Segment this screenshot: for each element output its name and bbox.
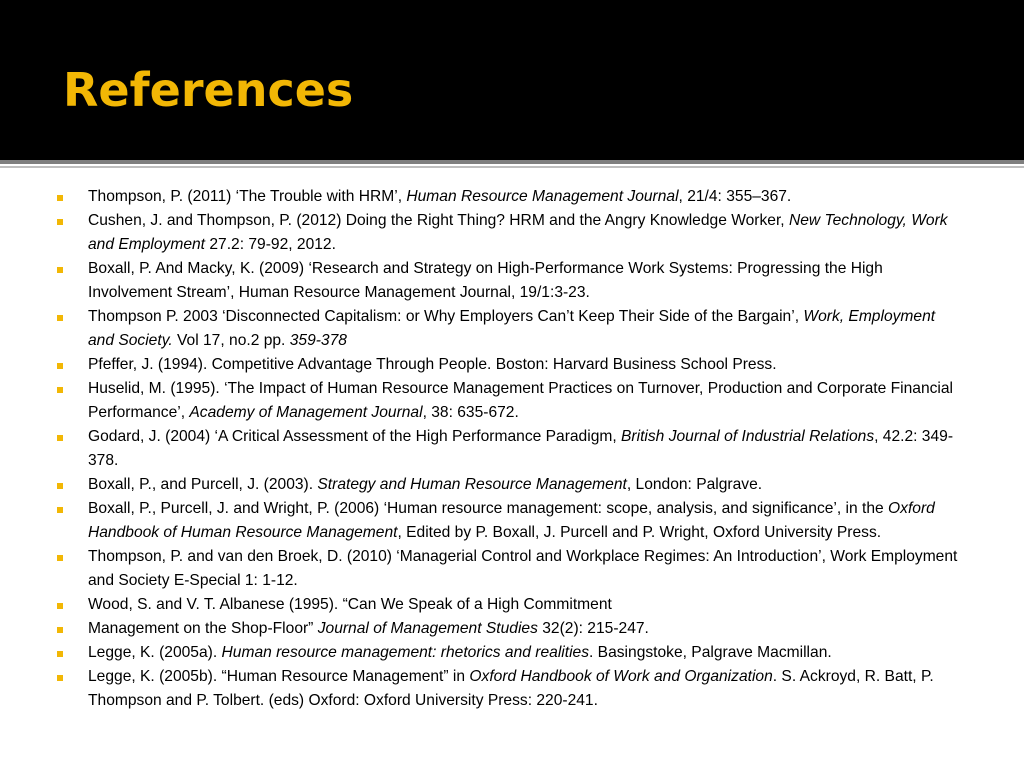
reference-italic-title: New Technology, Work and Employment <box>88 212 948 253</box>
reference-text-continued: , Edited by P. Boxall, J. Purcell and P. Wright, Oxford University Press. <box>397 524 882 541</box>
square-bullet-icon <box>57 195 63 201</box>
reference-italic-title: Strategy and Human Resource Management <box>317 476 627 493</box>
reference-text-continued: . Basingstoke, Palgrave Macmillan. <box>589 644 832 661</box>
square-bullet-icon <box>57 651 63 657</box>
reference-item <box>0 425 1024 473</box>
divider-line <box>0 160 1024 164</box>
reference-text: Wood, S. and V. T. Albanese (1995). “Can We Speak of a High Commitment <box>88 596 612 613</box>
square-bullet-icon <box>57 315 63 321</box>
reference-italic-title: Human resource management: rhetorics and realities <box>221 644 590 661</box>
square-bullet-icon <box>57 219 63 225</box>
reference-text-continued: , 21/4: 355–367. <box>678 188 792 205</box>
reference-text-continued: , London: Palgrave. <box>626 476 763 493</box>
reference-italic-title: Oxford Handbook of Human Resource Management <box>88 500 935 541</box>
reference-italic-title: Academy of Management Journal <box>189 404 423 421</box>
slide-title: References <box>63 63 354 117</box>
reference-text: Boxall, P., and Purcell, J. (2003). <box>88 476 318 493</box>
square-bullet-icon <box>57 435 63 441</box>
divider-line-thin <box>0 166 1024 168</box>
reference-italic-title: Human Resource Management Journal <box>406 188 679 205</box>
reference-text: Legge, K. (2005a). <box>88 644 222 661</box>
reference-text-continued: Vol 17, no.2 pp. <box>172 332 290 349</box>
square-bullet-icon <box>57 483 63 489</box>
reference-text: Thompson P. 2003 ‘Disconnected Capitalism: or Why Employers Can’t Keep Their Side of the Bargain’, <box>88 308 804 325</box>
reference-text: Godard, J. (2004) ‘A Critical Assessment of the High Performance Paradigm, <box>88 428 622 445</box>
reference-item <box>0 545 1024 593</box>
reference-italic-title: Journal of Management Studies <box>317 620 538 637</box>
square-bullet-icon <box>57 363 63 369</box>
reference-text: Huselid, M. (1995). ‘The Impact of Human Resource Management Practices on Turnover, Production and Corporate Financial Performance’, <box>88 380 954 421</box>
reference-item <box>0 257 1024 305</box>
reference-text-continued: , 38: 635-672. <box>422 404 519 421</box>
reference-text-continued: , 42.2: 349-378. <box>88 428 954 469</box>
square-bullet-icon <box>57 267 63 273</box>
reference-text-continued: . S. Ackroyd, R. Batt, P. Thompson and P. Tolbert. (eds) Oxford: Oxford University Press: 220-241. <box>88 668 934 709</box>
reference-text: Cushen, J. and Thompson, P. (2012) Doing the Right Thing? HRM and the Angry Knowledge Worker, <box>88 212 789 229</box>
square-bullet-icon <box>57 507 63 513</box>
reference-item <box>0 353 1024 377</box>
reference-item <box>0 185 1024 209</box>
reference-text-continued: 32(2): 215-247. <box>537 620 649 637</box>
references-list <box>0 185 1024 713</box>
title-bar <box>0 0 1024 160</box>
reference-item <box>0 377 1024 425</box>
reference-italic-title: Oxford Handbook of Work and Organization <box>469 668 773 685</box>
reference-item <box>0 209 1024 257</box>
reference-text: Thompson, P. and van den Broek, D. (2010) ‘Managerial Control and Workplace Regimes: An Introduction’, Work Employment and Society E-Special 1: 1-12. <box>88 548 958 589</box>
reference-item <box>0 473 1024 497</box>
reference-item <box>0 593 1024 617</box>
reference-item <box>0 665 1024 713</box>
reference-italic-title: British Journal of Industrial Relations <box>621 428 875 445</box>
reference-item <box>0 497 1024 545</box>
reference-text: Boxall, P., Purcell, J. and Wright, P. (2006) ‘Human resource management: scope, analysis, and significance’, in the <box>88 500 889 517</box>
square-bullet-icon <box>57 603 63 609</box>
square-bullet-icon <box>57 555 63 561</box>
reference-italic-pages: 359-378 <box>289 332 347 349</box>
reference-text: Management on the Shop-Floor” <box>88 620 318 637</box>
square-bullet-icon <box>57 675 63 681</box>
reference-item <box>0 617 1024 641</box>
reference-text: Pfeffer, J. (1994). Competitive Advantage Through People. Boston: Harvard Business School Press. <box>88 356 777 373</box>
reference-text-continued: 27.2: 79-92, 2012. <box>205 236 336 253</box>
reference-text: Boxall, P. And Macky, K. (2009) ‘Research and Strategy on High-Performance Work Systems: Progressing the High Involvement Stream’, Human Resource Management Journal, 19/1:3-23. <box>88 260 883 301</box>
reference-item <box>0 641 1024 665</box>
reference-text: Thompson, P. (2011) ‘The Trouble with HRM’, <box>88 188 407 205</box>
reference-italic-title: Work, Employment and Society. <box>88 308 936 349</box>
reference-text: Legge, K. (2005b). “Human Resource Management” in <box>88 668 470 685</box>
reference-item <box>0 305 1024 353</box>
square-bullet-icon <box>57 387 63 393</box>
square-bullet-icon <box>57 627 63 633</box>
